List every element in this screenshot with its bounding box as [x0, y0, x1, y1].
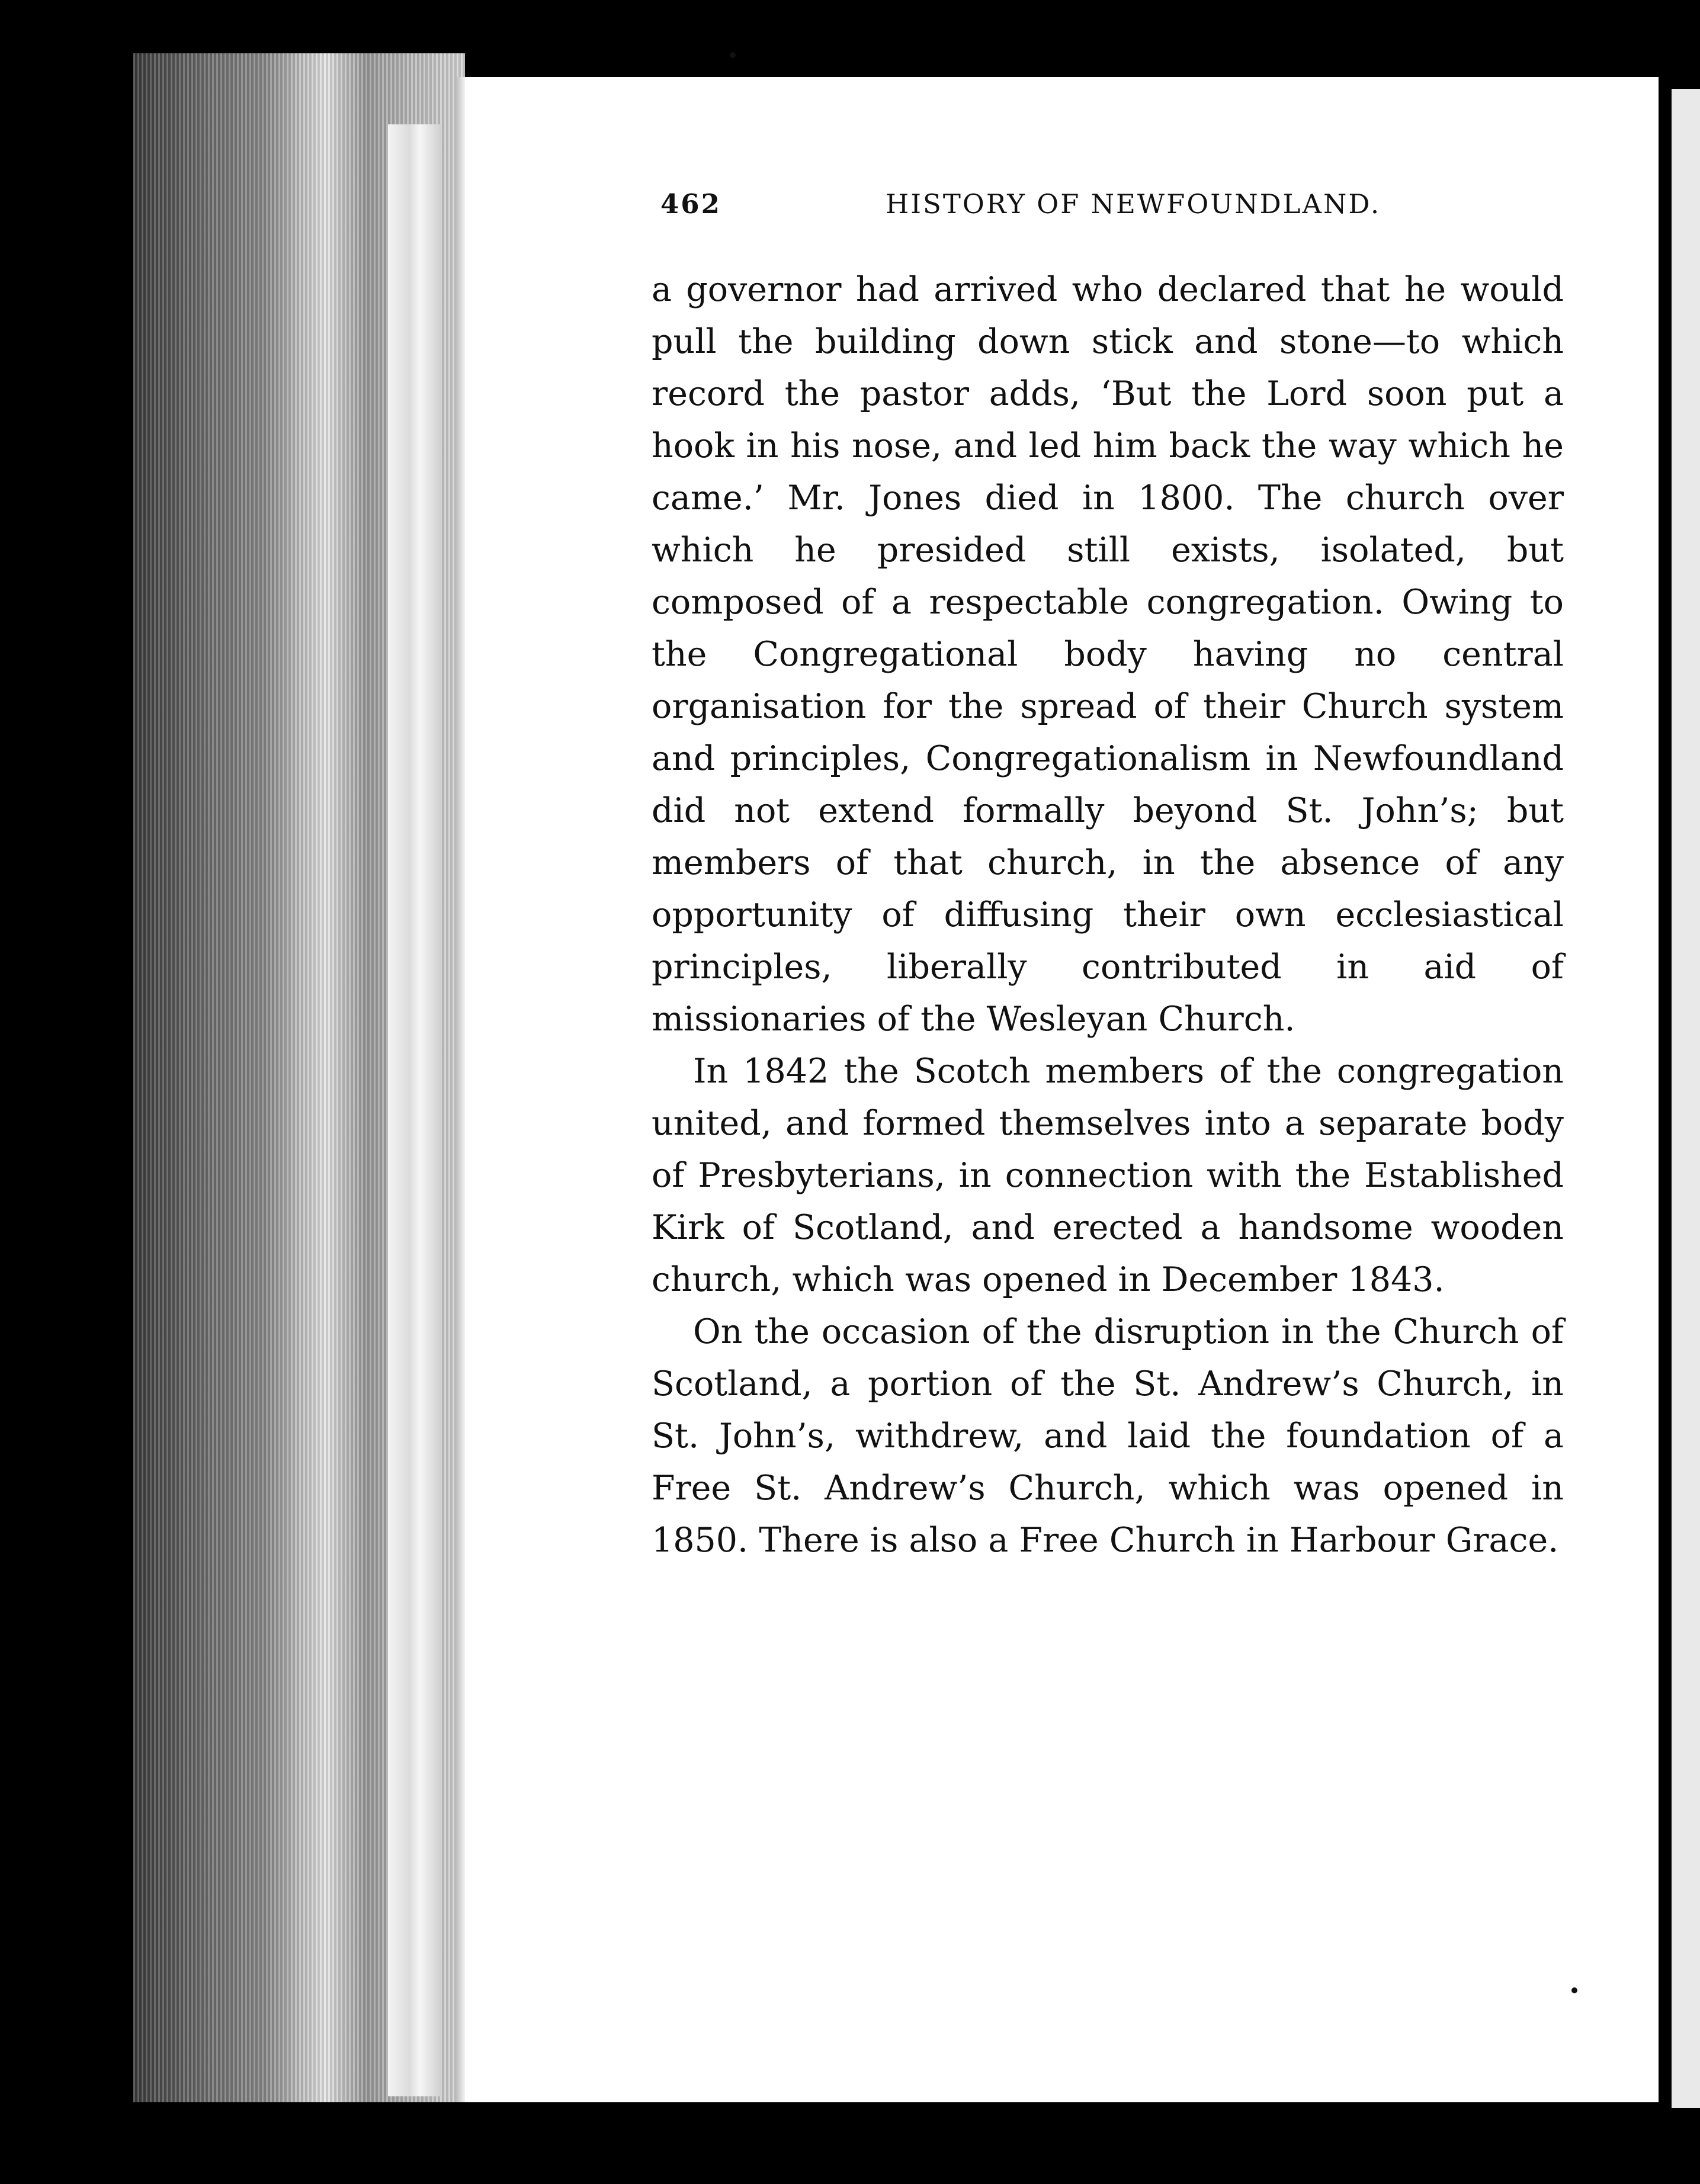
running-head: HISTORY OF NEWFOUNDLAND. [886, 188, 1381, 220]
book-page-edges [133, 53, 465, 2102]
paragraph-2: In 1842 the Scotch members of the congregation united, and formed themselves into a separate body of Presbyterians, in connection with the Established Kirk of Scotland, and erected a handsome wooden church, which was opened in December 1843. [652, 1052, 1564, 1299]
page-edge-highlight [388, 124, 441, 2096]
page-number: 462 [660, 188, 721, 220]
paragraph-3: On the occasion of the disruption in the Church of Scotland, a portion of the St. Andrew’s Church, in St. John’s, withdrew, and laid the foundation of a Free St. Andrew’s Church, which was opened in 1850. There is also a Free Church in Harbour Grace. [652, 1312, 1564, 1560]
page-header [660, 188, 1407, 230]
body-text [652, 264, 1564, 1566]
scan-speck [1571, 1987, 1577, 1993]
paragraph-1: a governor had arrived who declared that he would pull the building down stick and stone—to which record the pastor adds, ‘But the Lord soon put a hook in his nose, and led him back the way which he came.’ Mr. Jones died in 1800. The church over which he presided still exists, isolated, but composed of a respectable congregation. Owing to the Congregational body having no central organisation for the spread of their Church system and principles, Congregationalism in Newfoundland did not extend formally beyond St. John’s; but members of that church, in the absence of any opportunity of diffusing their own ecclesiastical principles, liberally contributed in aid of missionaries of the Wesleyan Church. [652, 270, 1564, 1039]
facing-page-edge [1672, 89, 1700, 2108]
scan-speck [730, 52, 736, 58]
